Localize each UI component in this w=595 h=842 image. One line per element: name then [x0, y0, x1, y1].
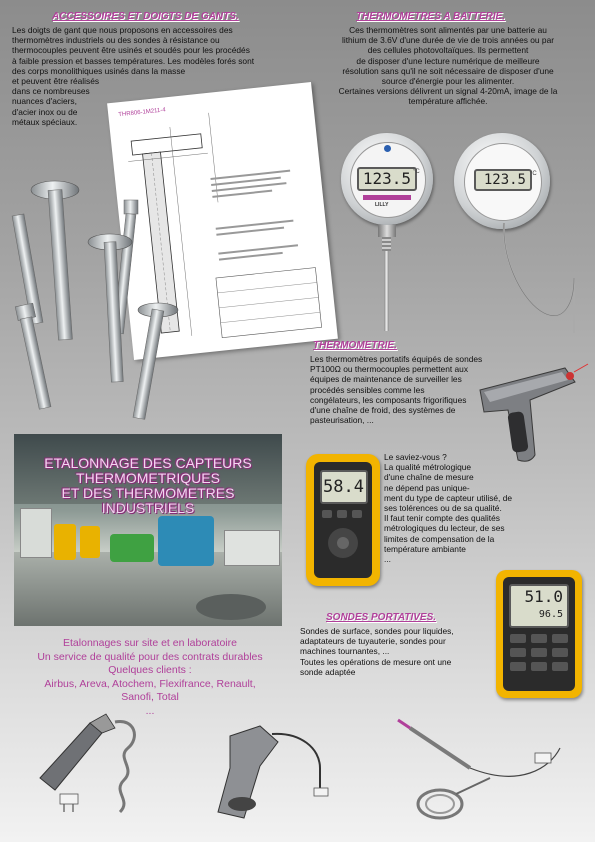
dial-lcd-value: 123.5 [483, 172, 526, 188]
meter-lcd [320, 470, 368, 504]
thermowell-illustrations [10, 160, 200, 430]
gloves-line: dans ce nombreuses [12, 86, 90, 97]
meter-button [322, 510, 332, 518]
gloves-line: d'acier inox ou de [12, 106, 78, 117]
probes-line: sonde adaptée [300, 666, 356, 677]
dial-nut [378, 225, 396, 237]
calibration-title-line: ET DES THERMOMETRES [61, 485, 235, 501]
battery-heading: THERMOMETRES A BATTERIE. [356, 11, 506, 22]
gloves-line: Les doigts de gant que nous proposons en accessoires des [12, 25, 233, 35]
battery-line: source d'énergie pour les alimenter. [381, 76, 515, 87]
solar-cell-icon [384, 145, 391, 152]
probes-line: Sondes de surface, sondes pour liquides, [300, 626, 454, 636]
meter-button [531, 648, 547, 657]
battery-line: température affichée. [408, 96, 488, 107]
services-line: Airbus, Areva, Atochem, Flexifrance, Renault, [44, 677, 256, 690]
dial-brand-stripe [363, 195, 411, 200]
gloves-line: et peuvent être réalisés [12, 76, 100, 87]
dial-brand: LILLY [375, 202, 389, 208]
thermometrie-line: équipes de maintenance de surveiller les [310, 374, 462, 385]
saviez-line: ... [384, 554, 391, 565]
probe-surface-coil [398, 720, 560, 818]
calibration-title-line: INDUSTRIELS [101, 500, 195, 516]
thermometrie-line: d'une chaîne de froid, des systèmes de [310, 405, 456, 416]
gloves-line: à faible pression et basses températures. Les modèles forés sont [12, 55, 255, 66]
probe-pistol-handle [218, 726, 328, 818]
gloves-line: nuances d'aciers, [12, 96, 77, 107]
thermowell-flanged-bottom [133, 303, 178, 419]
meter-button [337, 510, 347, 518]
calibration-title [14, 456, 282, 516]
saviez-line: limites de compensation de la [384, 533, 495, 544]
thermometrie-line: PT100Ω ou thermocouples permettent aux [310, 364, 469, 375]
dial-lcd-value: 123.5 [362, 169, 411, 188]
meter-keypad [510, 634, 568, 684]
handheld-meter-dual [496, 570, 582, 698]
probes-heading: SONDES PORTATIVES. [326, 612, 437, 623]
battery-text [306, 25, 590, 107]
probes-line: machines tournantes, ... [300, 646, 390, 657]
calibration-lab-photo [14, 434, 282, 626]
probes-line: Toutes les opérations de mesure ont une [300, 656, 452, 667]
thermometrie-line: congélateurs, les composants frigorifiques [310, 394, 467, 405]
saviez-line: température ambiante [384, 543, 466, 554]
lab-sink [196, 594, 266, 620]
thermometrie-line: pasteurisation, ... [310, 415, 374, 426]
meter-button [552, 648, 568, 657]
lab-dry-block [158, 516, 214, 566]
meter-button [510, 662, 526, 671]
dial-unit: °C [530, 171, 537, 177]
services-line: Un service de qualité pour des contrats durables [37, 650, 263, 663]
thermometrie-line: Les thermomètres portatifs équipés de sondes [310, 354, 483, 364]
battery-line: Certaines versions délivrent un signal 4-20mA, image de la [338, 86, 558, 97]
saviez-line: ses tolérences ou de sa qualité. [384, 503, 502, 514]
saviez-line: Il faut tenir compte des qualités [384, 513, 500, 524]
calibration-title-line: THERMOMETRIQUES [76, 470, 220, 486]
battery-line: des cellules photovoltaïques. Ils permettent [367, 45, 529, 56]
lab-meter-yellow-2 [80, 526, 100, 558]
probes-text [300, 626, 490, 677]
meter-lcd [509, 584, 569, 628]
calibration-title-line: ETALONNAGE DES CAPTEURS [44, 455, 252, 471]
dial-lcd-display [357, 167, 417, 191]
digital-dial-thermometer-capillary [454, 133, 580, 333]
meter-button [552, 634, 568, 643]
lab-bath [224, 530, 280, 566]
dial-lcd-display [474, 169, 532, 191]
thermometrie-heading: THERMOMETRIE. [313, 340, 397, 351]
meter-lcd-sub: 96.5 [538, 609, 563, 620]
saviez-line: d'une chaîne de mesure [384, 472, 474, 483]
services-text [10, 637, 290, 718]
battery-line: de disposer d'une lecture numérique de meilleure [356, 55, 540, 66]
saviez-line: métrologiques du lecteur, de ses [384, 523, 505, 534]
battery-line: Ces thermomètres sont alimentés par une batterie au [349, 25, 547, 35]
saviez-text [384, 452, 592, 564]
dial-unit: °C [413, 169, 420, 175]
digital-dial-thermometer-stem [341, 133, 433, 333]
dial-thread [382, 237, 391, 251]
meter-buttons-row [322, 510, 364, 520]
probe-handle-coiled [40, 714, 134, 812]
battery-line: lithium de 3.6V d'une durée de vie de trois années ou par [341, 35, 555, 46]
services-line: Sanofi, Total [121, 691, 179, 703]
probe-illustrations [20, 708, 580, 836]
probes-line: adaptateurs de tuyauterie, sondes pour [300, 636, 446, 647]
battery-line: résolution sans qu'il ne soit nécessaire de disposer d'une [342, 65, 554, 76]
drawing-ref: THR806-1M211-4 [118, 107, 167, 119]
gloves-line: thermomètres industriels ou des sondes à résistance ou [12, 35, 220, 46]
services-line: Quelques clients : [108, 664, 192, 676]
capillary-tube [494, 223, 580, 333]
saviez-line: ment du type de capteur utilisé, de [384, 492, 513, 503]
gloves-line: métaux spéciaux. [12, 116, 78, 127]
lab-calibrator-green [110, 534, 154, 562]
services-line: ... [145, 704, 155, 717]
gloves-line: des corps monolithiques usinés dans la masse [12, 65, 186, 76]
meter-lcd-value: 58.4 [323, 477, 364, 497]
meter-button [510, 634, 526, 643]
handheld-meter-yellow [306, 454, 380, 586]
meter-button [510, 648, 526, 657]
meter-button [552, 662, 568, 671]
meter-button [531, 634, 547, 643]
meter-button [352, 510, 362, 518]
gloves-heading: ACCESSOIRES ET DOIGTS DE GANTS. [52, 11, 239, 22]
meter-lcd-value: 51.0 [524, 587, 563, 606]
lab-meter-yellow [54, 524, 76, 560]
services-line: Etalonnages sur site et en laboratoire [63, 637, 237, 649]
thermometrie-line: procédés sensibles comme les [310, 384, 425, 395]
saviez-line: Le saviez-vous ? [384, 452, 447, 462]
saviez-line: La qualité métrologique [384, 462, 472, 473]
meter-dpad-center [337, 537, 349, 549]
dial-stem [384, 251, 389, 331]
meter-button [531, 662, 547, 671]
gloves-line: thermocouples peuvent être usinés et soudés pour les procédés [12, 45, 250, 56]
saviez-line: ne dépend pas unique- [384, 482, 470, 493]
